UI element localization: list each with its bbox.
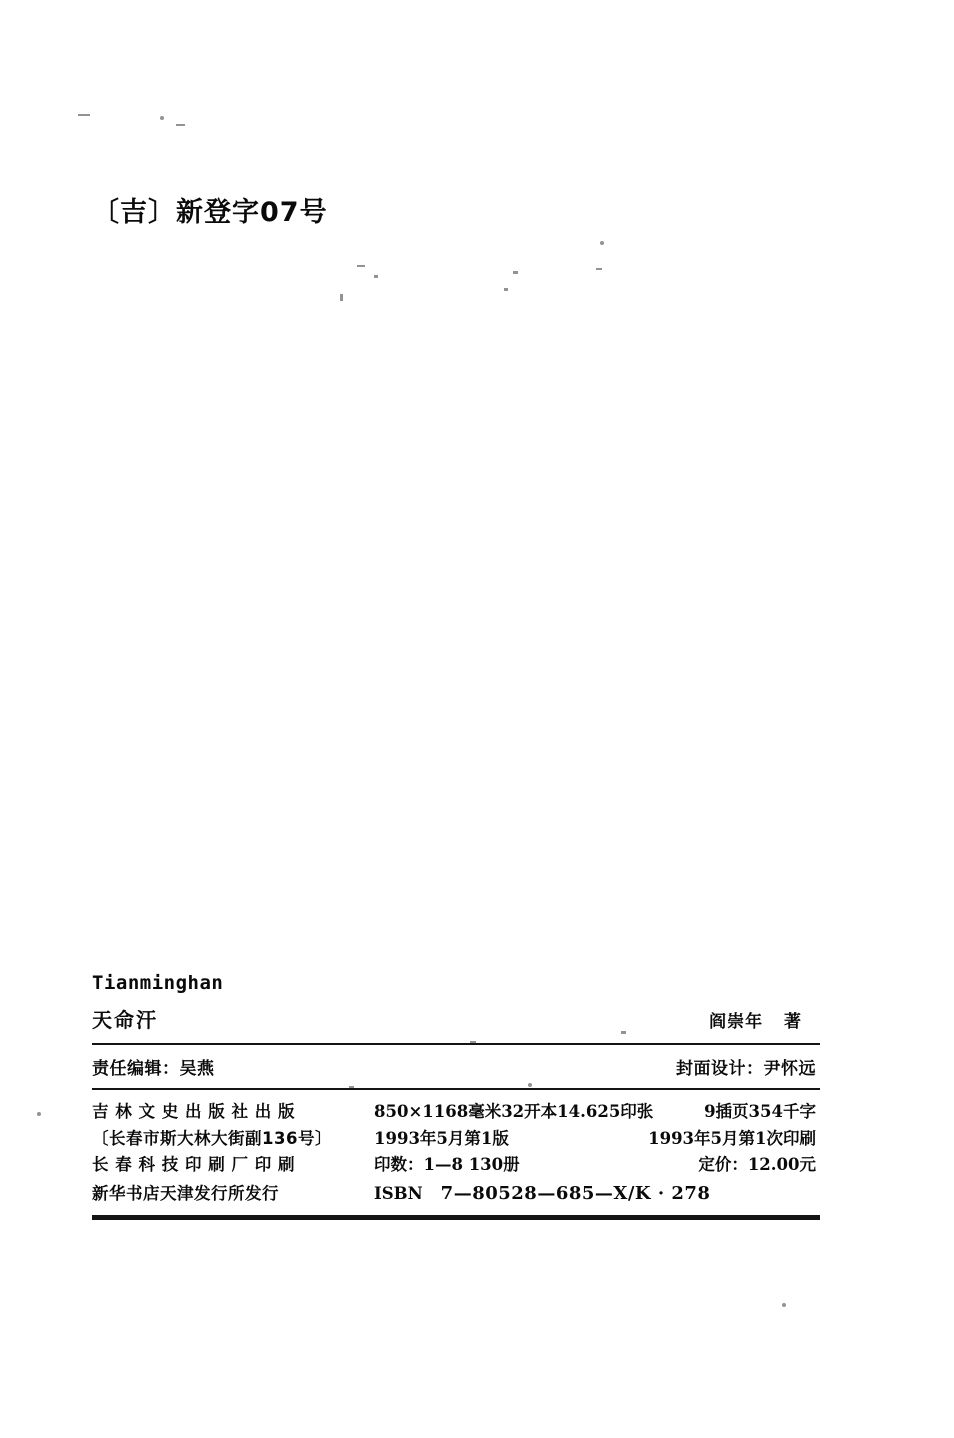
imprint-row [92,1152,820,1179]
scan-speck [600,241,604,245]
title-author-row [92,1004,820,1043]
publisher: 吉 林 文 史 出 版 社 出 版 [92,1102,295,1121]
imprint-row [92,1099,820,1126]
distributor: 新华书店天津发行所发行 [92,1184,279,1204]
printing-date: 1993年5月第1次印刷 [648,1128,816,1148]
author-block [709,1007,820,1032]
divider-bottom [92,1215,820,1220]
insert-pages-wordcount: 9插页354千字 [704,1102,816,1121]
isbn-value: 7—80528—685—X/K · 278 [440,1183,711,1205]
scan-speck [374,275,378,278]
author-role: 著 [784,1012,802,1032]
publisher-address: 〔长春市斯大林大街副136号〕 [92,1128,332,1148]
isbn-label: ISBN [374,1184,423,1204]
scan-speck [37,1112,41,1116]
scan-speck [782,1303,786,1307]
edition-date: 1993年5月第1版 [374,1128,509,1148]
imprint-details [92,1090,820,1215]
imprint-row-isbn [92,1179,820,1208]
printing-house: 长 春 科 技 印 刷 厂 印 刷 [92,1155,295,1175]
colophon-block [92,972,820,1220]
price: 定价：12.00元 [698,1155,816,1175]
credits-row [92,1045,820,1088]
format-spec: 850×1168毫米32开本14.625印张 [374,1102,654,1121]
print-run: 印数：1—8 130册 [374,1155,520,1175]
scan-speck [357,265,365,267]
scan-speck [160,116,164,120]
scan-speck [504,288,508,291]
responsible-editor: 责任编辑：吴燕 [92,1059,215,1079]
scan-speck [176,124,185,126]
scan-speck [78,114,90,116]
scan-speck [596,268,602,270]
imprint-row [92,1126,820,1153]
author-name: 阎崇年 [709,1012,764,1032]
book-title: 天命汗 [92,1008,158,1032]
registration-number: 〔吉〕新登字07号 [92,197,328,228]
pinyin-title: Tianminghan [92,972,224,994]
scan-speck [340,294,343,301]
cover-designer: 封面设计：尹怀远 [676,1059,816,1079]
scan-speck [513,271,518,274]
